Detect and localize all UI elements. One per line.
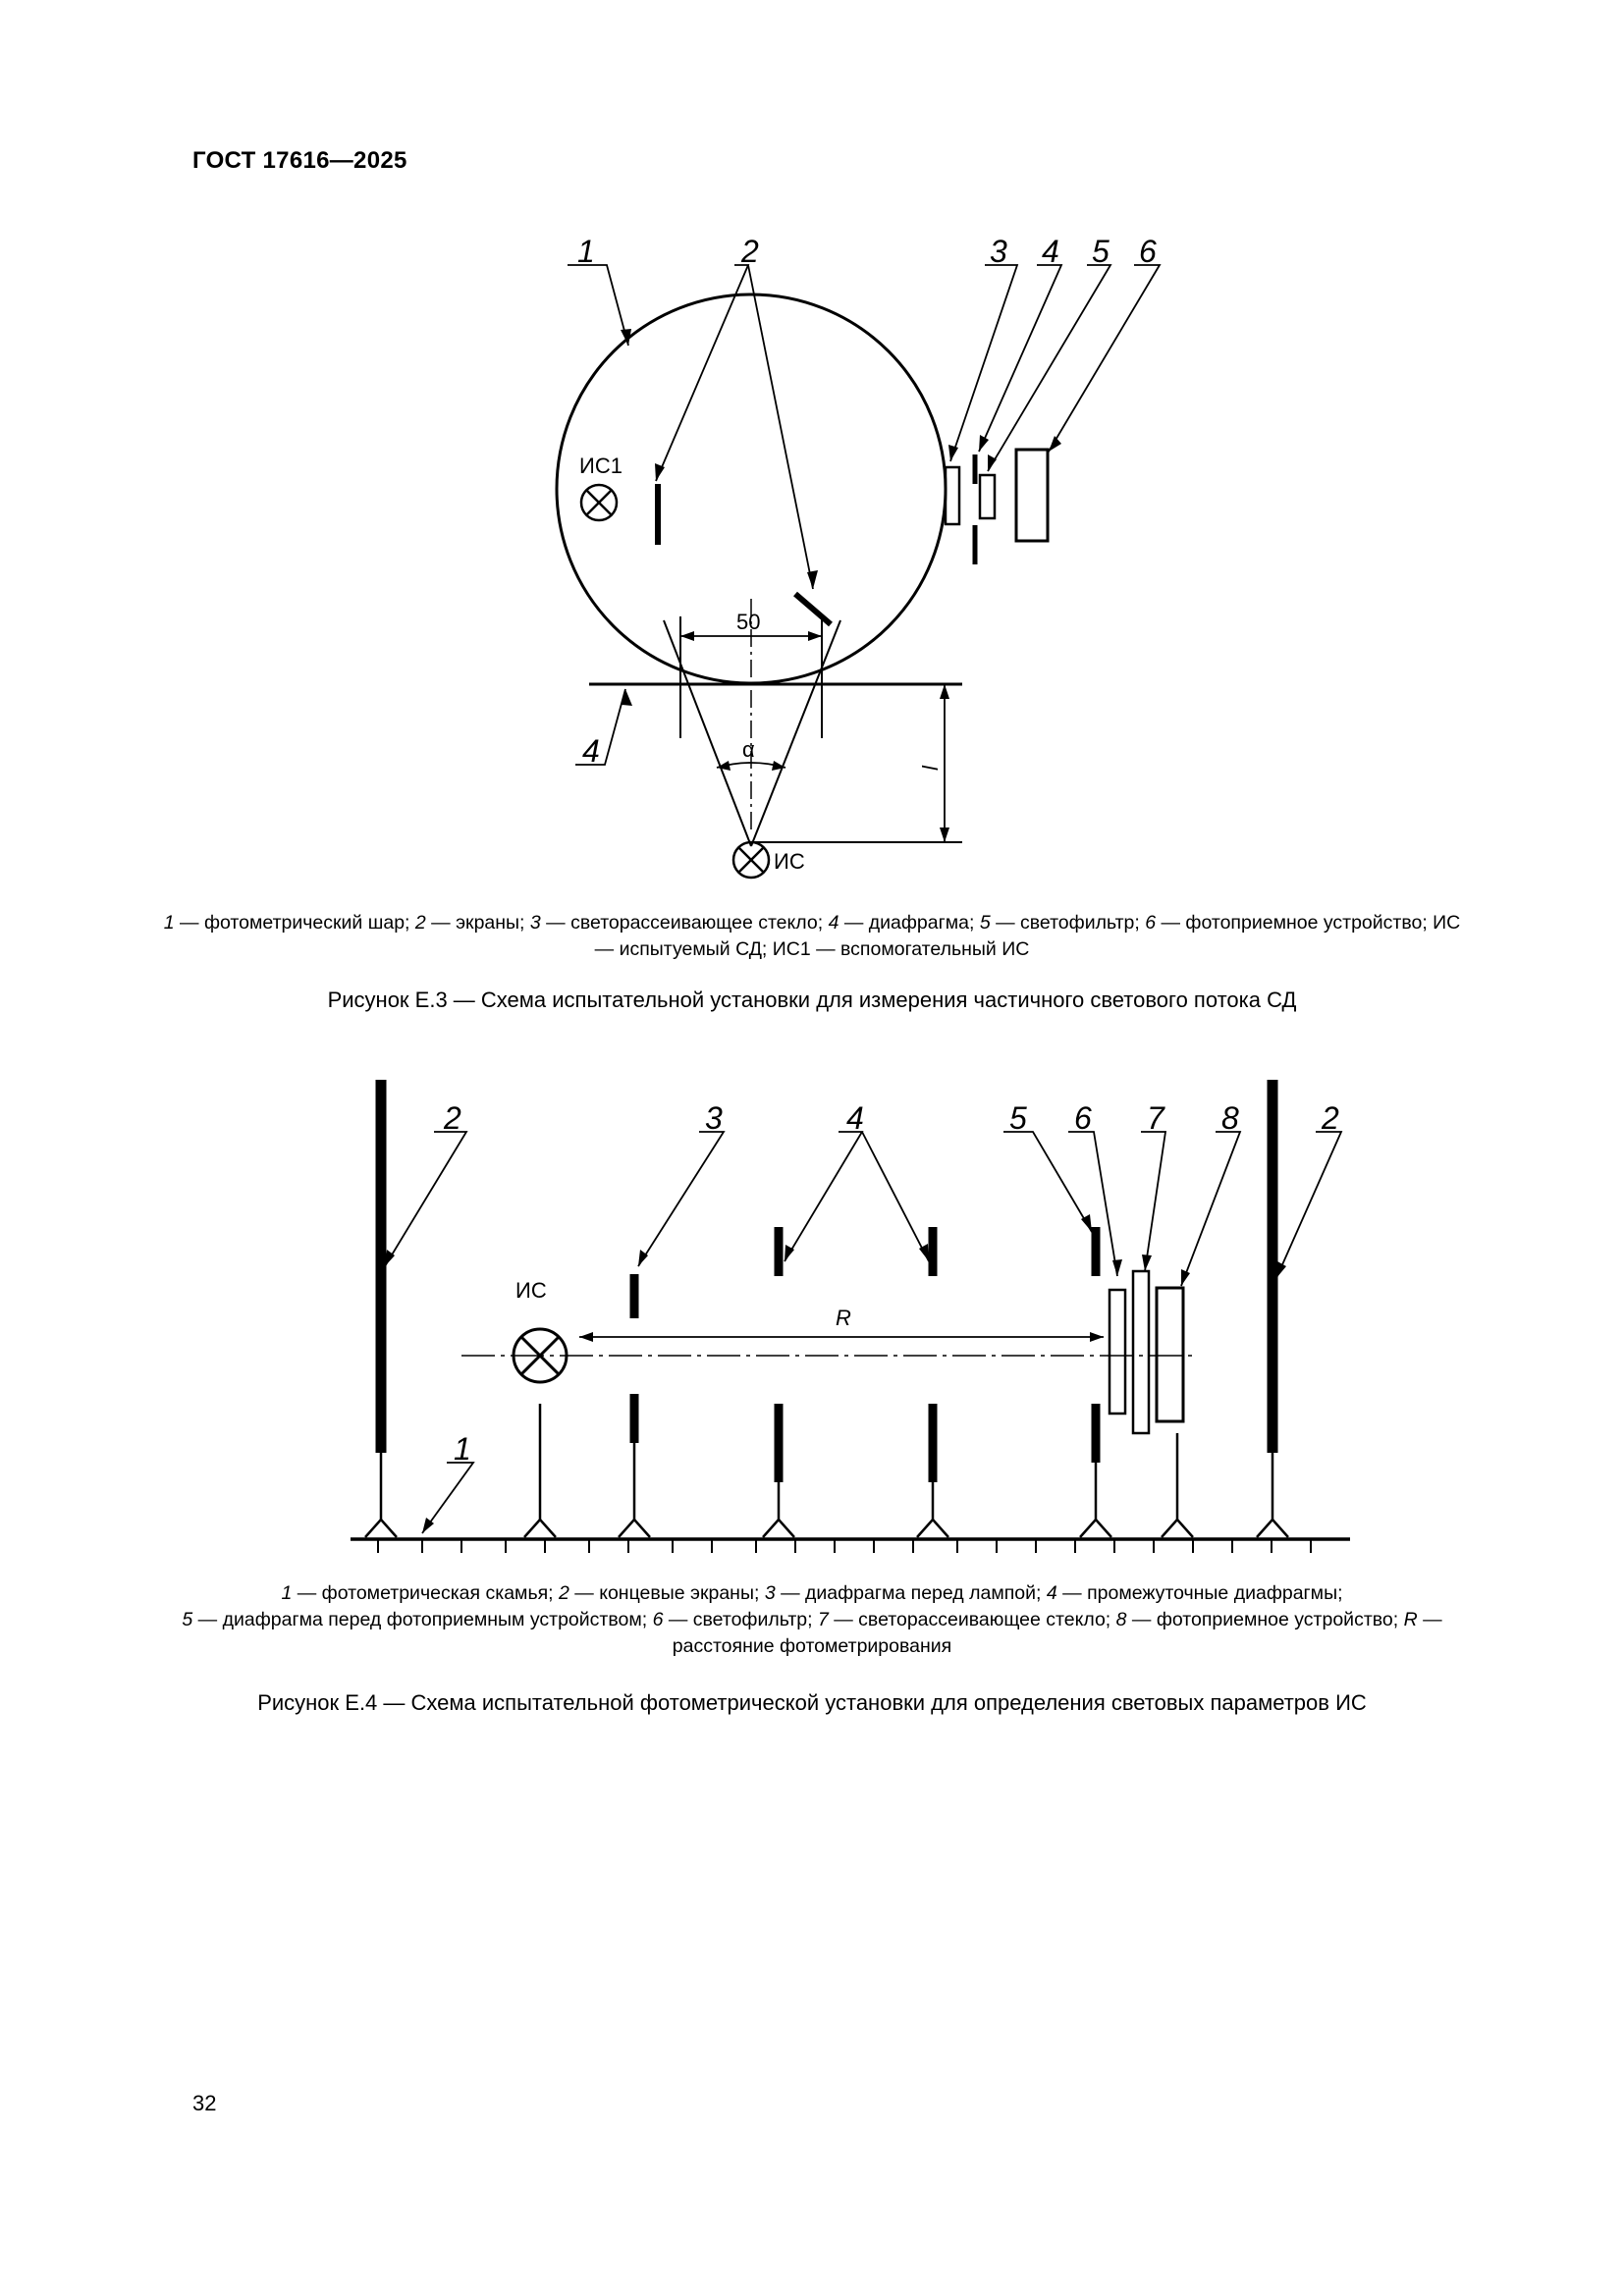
label-angle: α: [742, 737, 755, 762]
callout-e4-1: 1: [454, 1431, 471, 1467]
callout-e4-3: 3: [705, 1100, 723, 1136]
callout-e4-4: 4: [846, 1100, 864, 1136]
legend-item: 6 — фотоприемное устройство; ИС — испытуемый СД; ИС1 — вспомогательный ИС: [594, 912, 1461, 960]
callout-e4-5: 5: [1009, 1100, 1027, 1136]
figure-e3-legend: [157, 910, 1467, 963]
legend-item: 4 — промежуточные диафрагмы;: [1046, 1582, 1343, 1604]
legend-item: 5 — диафрагма перед фотоприемным устройством;: [182, 1609, 653, 1630]
legend-item: 2 — экраны;: [414, 912, 530, 934]
label-distance-l: l: [918, 766, 943, 771]
legend-item: 1 — фотометрический шар;: [163, 912, 415, 934]
callout-e3-3: 3: [990, 234, 1007, 269]
figure-e3-caption: Рисунок Е.3 — Схема испытательной установки для измерения частичного светового потока СД: [327, 988, 1297, 1012]
figure-e4-diagram: [0, 1060, 1624, 1571]
legend-item: 7 — светорассеивающее стекло;: [817, 1609, 1116, 1630]
callout-e4-7: 7: [1147, 1100, 1164, 1136]
aux-source-icon: [581, 485, 617, 520]
label-width-50: 50: [736, 610, 761, 634]
callout-e3-5: 5: [1092, 234, 1110, 269]
legend-item: 4 — диафрагма;: [828, 912, 980, 934]
diffuser-glass-e4: [1133, 1271, 1149, 1433]
light-filter: [980, 475, 995, 518]
photodetector-e4: [1157, 1288, 1183, 1421]
legend-item: R — расстояние фотометрирования: [672, 1609, 1442, 1657]
label-source: ИС: [774, 849, 805, 874]
callout-e3-2: 2: [741, 234, 759, 269]
callout-e4-8: 8: [1221, 1100, 1239, 1136]
callout-e3-4b: 4: [582, 733, 600, 769]
light-filter-e4: [1110, 1290, 1125, 1414]
document-header: ГОСТ 17616—2025: [192, 147, 407, 174]
legend-item: 8 — фотоприемное устройство;: [1115, 1609, 1404, 1630]
bench-ticks: [378, 1539, 1311, 1553]
callout-e4-2: 2: [444, 1100, 461, 1136]
callout-e4-2b: 2: [1322, 1100, 1339, 1136]
legend-item: 1 — фотометрическая скамья;: [281, 1582, 560, 1604]
legend-item: 6 — светофильтр;: [652, 1609, 818, 1630]
diffuser-glass: [946, 467, 959, 524]
legend-item: 2 — концевые экраны;: [559, 1582, 765, 1604]
legend-item: 3 — диафрагма перед лампой;: [764, 1582, 1047, 1604]
tested-source-icon: [733, 842, 769, 878]
figure-e4-legend: [157, 1580, 1467, 1660]
callout-e3-1: 1: [577, 234, 595, 269]
label-lamp-source: ИС: [515, 1278, 547, 1303]
photodetector: [1016, 450, 1048, 541]
label-distance-r: R: [836, 1306, 851, 1330]
legend-item: 5 — светофильтр;: [979, 912, 1146, 934]
callout-e3-4: 4: [1042, 234, 1059, 269]
page-number: 32: [192, 2091, 217, 2115]
legend-item: 3 — светорассеивающее стекло;: [529, 912, 829, 934]
screen-2: [795, 594, 831, 624]
callout-e3-6: 6: [1139, 234, 1157, 269]
label-aux-source: ИС1: [579, 454, 623, 478]
figure-e3-diagram: [0, 0, 1624, 903]
callout-e4-6: 6: [1074, 1100, 1092, 1136]
figure-e4-caption: Рисунок Е.4 — Схема испытательной фотометрической установки для определения световых параметров ИС: [257, 1690, 1367, 1715]
